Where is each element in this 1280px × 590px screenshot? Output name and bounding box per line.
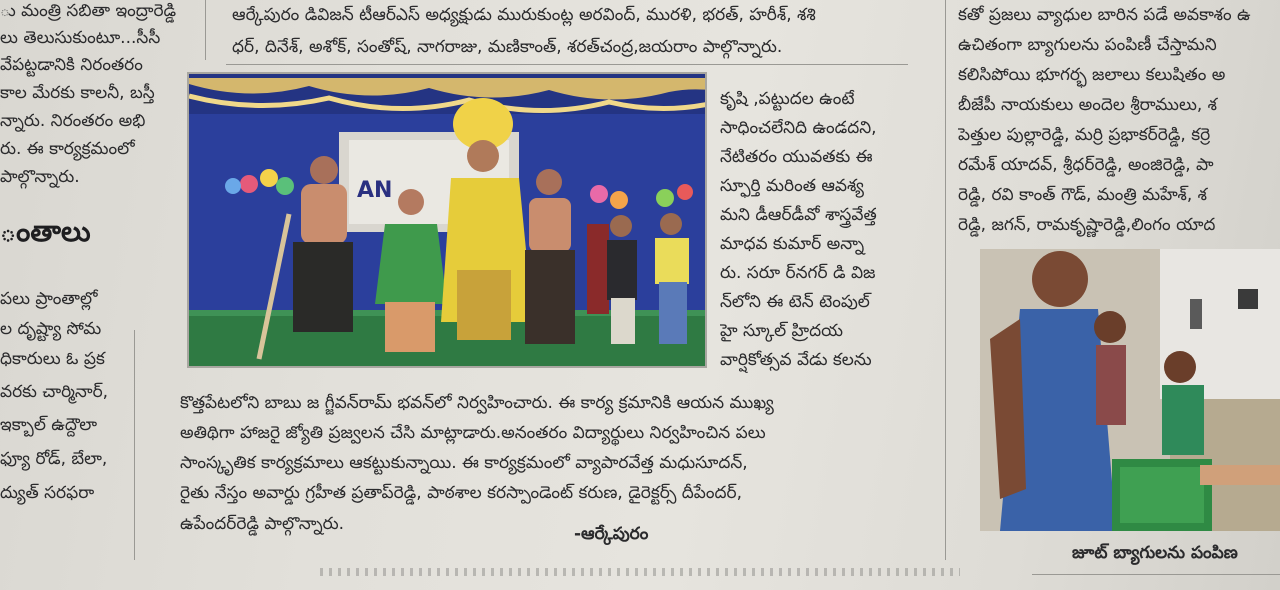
right-column	[958, 0, 1280, 240]
article-line: స్ఫూర్తి మరింత ఆవశ్య	[720, 176, 864, 196]
perforation-edge	[320, 568, 960, 576]
right-line: ఉచితంగా బ్యాగులను పంపిణీ చేస్తామని	[958, 35, 1217, 55]
article-body	[180, 384, 930, 544]
right-line: రెడ్డి, రవి కాంత్ గౌడ్, మంత్రి మహేశ్, శ	[958, 185, 1208, 205]
horizontal-rule	[1032, 574, 1280, 575]
column-rule	[945, 0, 946, 560]
article-line: మాధవ కుమార్ అన్నా	[720, 234, 865, 254]
photo-caption: జూట్ బ్యాగులను పంపిణ	[1072, 543, 1238, 563]
jute-bag-distribution-photo	[980, 249, 1280, 531]
column-rule	[205, 0, 206, 60]
left-line: ద్యుత్ సరఫరా	[0, 483, 95, 503]
article-line: మని డీఆర్‌డీవో శాస్త్రవేత్త	[720, 205, 877, 225]
left-line: ల దృష్ట్యా సోమ	[0, 319, 102, 339]
article-line: న్‌లోని ఈ టెన్ టెంపుల్	[720, 292, 870, 312]
article-credit: -ఆర్కేపురం	[574, 524, 649, 544]
left-line: వరకు చార్మినార్,	[0, 382, 109, 402]
stage-performance-photo	[187, 72, 707, 368]
right-line: కలిసిపోయి భూగర్భ జలాలు కలుషితం అ	[958, 65, 1226, 85]
article-wrap-text	[720, 86, 925, 376]
right-line: కతో ప్రజలు వ్యాధుల బారిన పడే అవకాశం ఉ	[958, 5, 1251, 25]
left-line: లు తెలుసుకుంటూ...సీసీ	[0, 28, 161, 48]
right-line: రెడ్డి, జగన్, రామకృష్ణారెడ్డి,లింగం యాద	[958, 215, 1216, 235]
horizontal-rule	[226, 64, 908, 65]
left-line: న్నారు. నిరంతరం అభి	[0, 111, 146, 131]
article-line: కృషి ,పట్టుదల ఉంటే	[720, 89, 855, 109]
article-line: నేటితరం యువతకు ఈ	[720, 147, 873, 167]
left-line: రు. ఈ కార్యక్రమంలో	[0, 139, 135, 159]
article-top	[232, 0, 932, 64]
article-line: ఆర్కేపురం డివిజన్ టీఆర్ఎస్ అధ్యక్షుడు మురుకుంట్ల అరవింద్, మురళి, భరత్, హరీశ్, శశి	[232, 5, 816, 25]
article-line: వార్షికోత్సవ వేడు కలను	[720, 350, 872, 370]
left-line: వేపట్టడానికి నిరంతరం	[0, 55, 143, 75]
article-line: కొత్తపేటలోని బాబు జ గ్జీవన్‌రామ్ భవన్‌లో నిర్వహించారు. ఈ కార్య క్రమానికి ఆయన ముఖ్య	[180, 393, 774, 413]
article-line: సాంస్కృతిక కార్యక్రమాలు ఆకట్టుకున్నాయి. ఈ కార్యక్రమంలో వ్యాపారవేత్త మధుసూదన్,	[180, 453, 748, 473]
article-line: సాధించలేనిది ఉండదని,	[720, 118, 877, 138]
left-line: పలు ప్రాంతాల్లో	[0, 289, 98, 309]
left-line: ఇక్బాల్ ఉద్దౌలా	[0, 415, 98, 435]
article-line: ఉపేందర్‌రెడ్డి పాల్గొన్నారు.	[180, 514, 345, 534]
section-heading: ంతాలు	[0, 215, 91, 248]
left-line: ధికారులు ఓ ప్రక	[0, 349, 105, 369]
left-line: కాల మేరకు కాలనీ, బస్తీ	[0, 83, 155, 103]
article-line: హై స్కూల్ హ్రిదయ	[720, 321, 843, 341]
banner-text: AN	[357, 178, 393, 203]
article-line: అతిథిగా హాజరై జ్యోతి ప్రజ్వలన చేసి మాట్లాడారు.అనంతరం విద్యార్థులు నిర్వహించిన పలు	[180, 423, 766, 443]
left-line: ఫ్యూ రోడ్, బేలా,	[0, 449, 108, 469]
right-line: బీజేపీ నాయకులు అందెల శ్రీరాములు, శ	[958, 95, 1218, 115]
article-line: ధర్, దినేశ్, అశోక్, సంతోష్, నాగరాజు, మణికాంత్, శరత్‌చంద్ర,జయరాం పాల్గొన్నారు.	[232, 37, 783, 57]
right-line: పెత్తుల పుల్లారెడ్డి, మర్రి ప్రభాకర్‌రెడ్డి, కర్రె	[958, 125, 1211, 145]
article-line: రైతు నేస్తం అవార్డు గ్రహీత ప్రతాప్‌రెడ్డి, పాఠశాల కరస్పాండెంట్ కరుణ, డైరెక్టర్స్ దీపేందర్,	[180, 483, 742, 503]
column-rule	[134, 330, 135, 560]
left-column	[0, 0, 185, 560]
left-line: ు మంత్రి సబితా ఇంద్రారెడ్డి	[0, 1, 177, 21]
article-line: రు. సరూ ర్‌నగర్ డి విజ	[720, 263, 876, 283]
left-line: పాల్గొన్నారు.	[0, 167, 80, 187]
right-line: రమేశ్ యాదవ్, శ్రీధర్‌రెడ్డి, అంజిరెడ్డి, పా	[958, 155, 1214, 175]
